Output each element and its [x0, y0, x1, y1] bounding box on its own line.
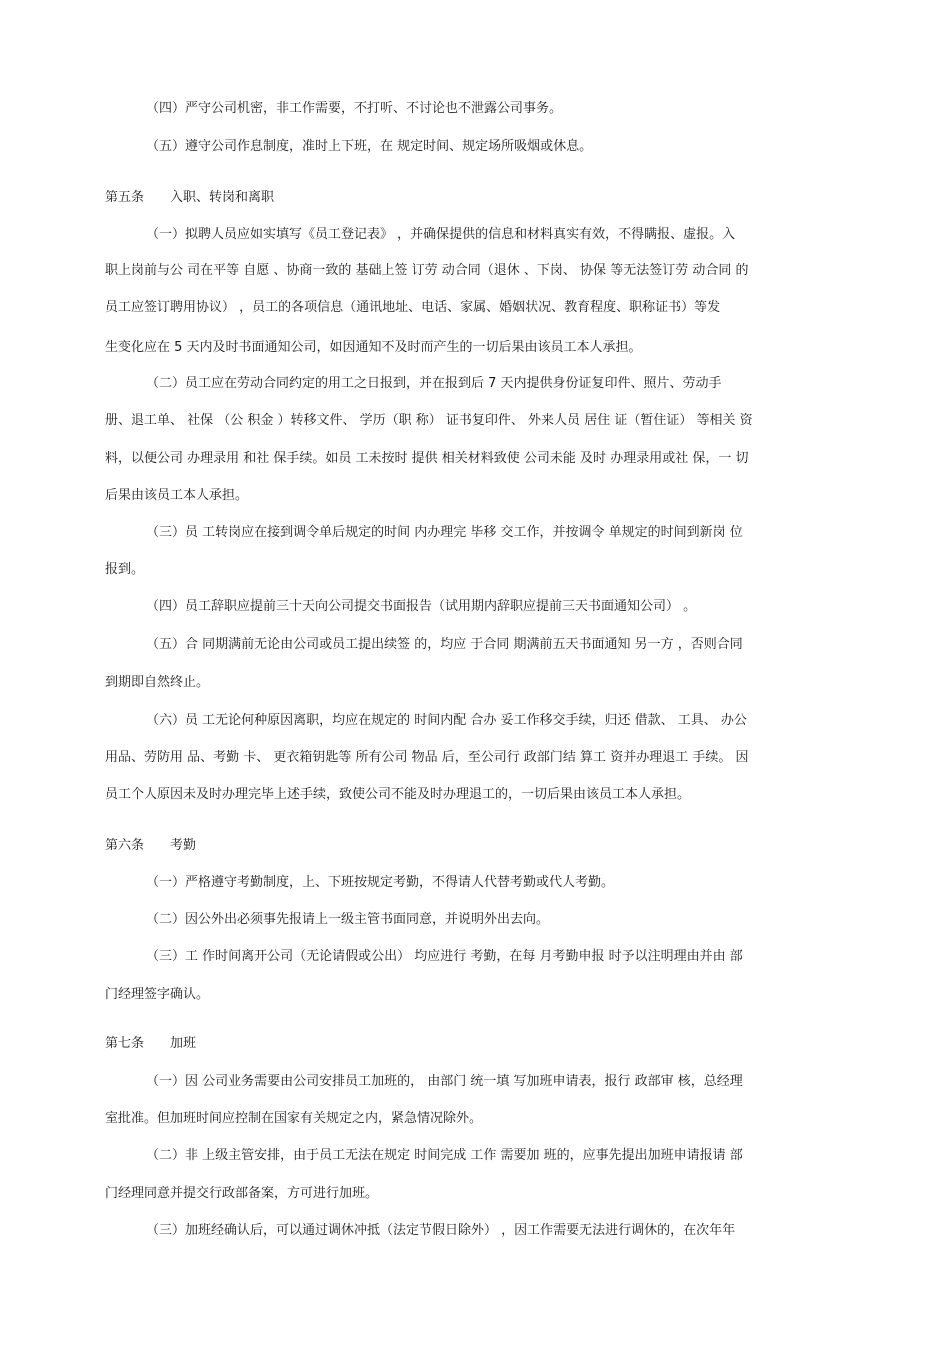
para-line: 料，以便公司 办理录用 和社 保手续。如员 工未按时 提供 相关材料致使 公司未能 及时 办理录用或社 保，一 切	[105, 451, 749, 466]
para-line: （二）员工应在劳动合同约定的用工之日报到，并在报到后 7 天内提供身份证复印件、照片、劳动手	[146, 376, 722, 391]
para-line: （五）遵守公司作息制度，准时上下班，在 规定时间、规定场所吸烟或休息。	[146, 139, 593, 154]
para-line: （一）拟聘人员应如实填写《员工登记表》 ，并确保提供的信息和材料真实有效，不得瞒报、虚报。入	[146, 227, 736, 242]
para-line: 员工个人原因未及时办理完毕上述手续，致使公司不能及时办理退工的，一切后果由该员工本人承担。	[105, 787, 691, 802]
para-line: 室批准。但加班时间应控制在国家有关规定之内，紧急情况除外。	[105, 1111, 483, 1126]
para-line: （四）严守公司机密，非工作需要，不打听、不讨论也不泄露公司事务。	[146, 101, 563, 116]
para-line: 报到。	[105, 562, 145, 577]
para-line: （三）工 作时间离开公司（无论请假或公出） 均应进行 考勤，在每 月考勤申报 时予以注明理由并由 部	[146, 949, 743, 964]
para-line: 用品、劳防用 品、考勤 卡、 更衣箱钥匙等 所有公司 物品 后，至公司行 政部门结 算工 资并办理退工 手续。 因	[105, 750, 749, 765]
para-line: （一）因 公司业务需要由公司安排员工加班的， 由部门 统一填 写加班申请表，报行 政部审 核，总经理	[146, 1074, 743, 1089]
para-line: （五）合 同期满前无论由公司或员工提出续签 的，均应 于合同 期满前五天书面通知 另一方 ，否则合同	[146, 637, 743, 652]
section-heading-6: 第六条 考勤	[105, 838, 197, 853]
para-line: （六）员 工无论何种原因离职，均应在规定的 时间内配 合办 妥工作移交手续，归还 借款、 工具、 办公	[146, 713, 747, 728]
para-line: （三）加班经确认后，可以通过调休冲抵（法定节假日除外） ，因工作需要无法进行调休的，在次年年	[146, 1223, 736, 1238]
para-line: 职上岗前与公 司在平等 自愿 、协商一致的 基础上签 订劳 动合同（退休 、下岗、 协保 等无法签订劳 动合同 的	[105, 263, 749, 278]
para-line: （三）员 工转岗应在接到调令单后规定的时间 内办理完 毕移 交工作，并按调令 单规定的时间到新岗 位	[146, 525, 743, 540]
para-line: 生变化应在 5 天内及时书面通知公司，如因通知不及时而产生的一切后果由该员工本人承担。	[105, 340, 642, 355]
para-line: 到期即自然终止。	[105, 675, 210, 690]
para-line: （一）严格遵守考勤制度，上、下班按规定考勤，不得请人代替考勤或代人考勤。	[146, 875, 615, 890]
para-line: （二）非 上级主管安排，由于员工无法在规定 时间完成 工作 需要加 班的，应事先提出加班申请报请 部	[146, 1148, 743, 1163]
para-line: 门经理同意并提交行政部备案，方可进行加班。	[105, 1186, 379, 1201]
para-line: 门经理签字确认。	[105, 987, 210, 1002]
para-line: 册、退工单、 社保 （公 积金 ）转移文件、 学历（职 称） 证书复印件、 外来人员 居住 证（暂住证） 等相关 资	[105, 413, 753, 428]
para-line: 后果由该员工本人承担。	[105, 488, 249, 503]
para-line: （二）因公外出必须事先报请上一级主管书面同意，并说明外出去向。	[146, 912, 550, 927]
section-heading-7: 第七条 加班	[105, 1036, 197, 1051]
section-heading-5: 第五条 入职、转岗和离职	[105, 190, 275, 205]
para-line: （四）员工辞职应提前三十天向公司提交书面报告（试用期内辞职应提前三天书面通知公司） 。	[146, 599, 697, 614]
para-line: 员工应签订聘用协议） ，员工的各项信息（通讯地址、电话、家属、婚姻状况、教育程度、职称证书）等发	[105, 300, 721, 315]
